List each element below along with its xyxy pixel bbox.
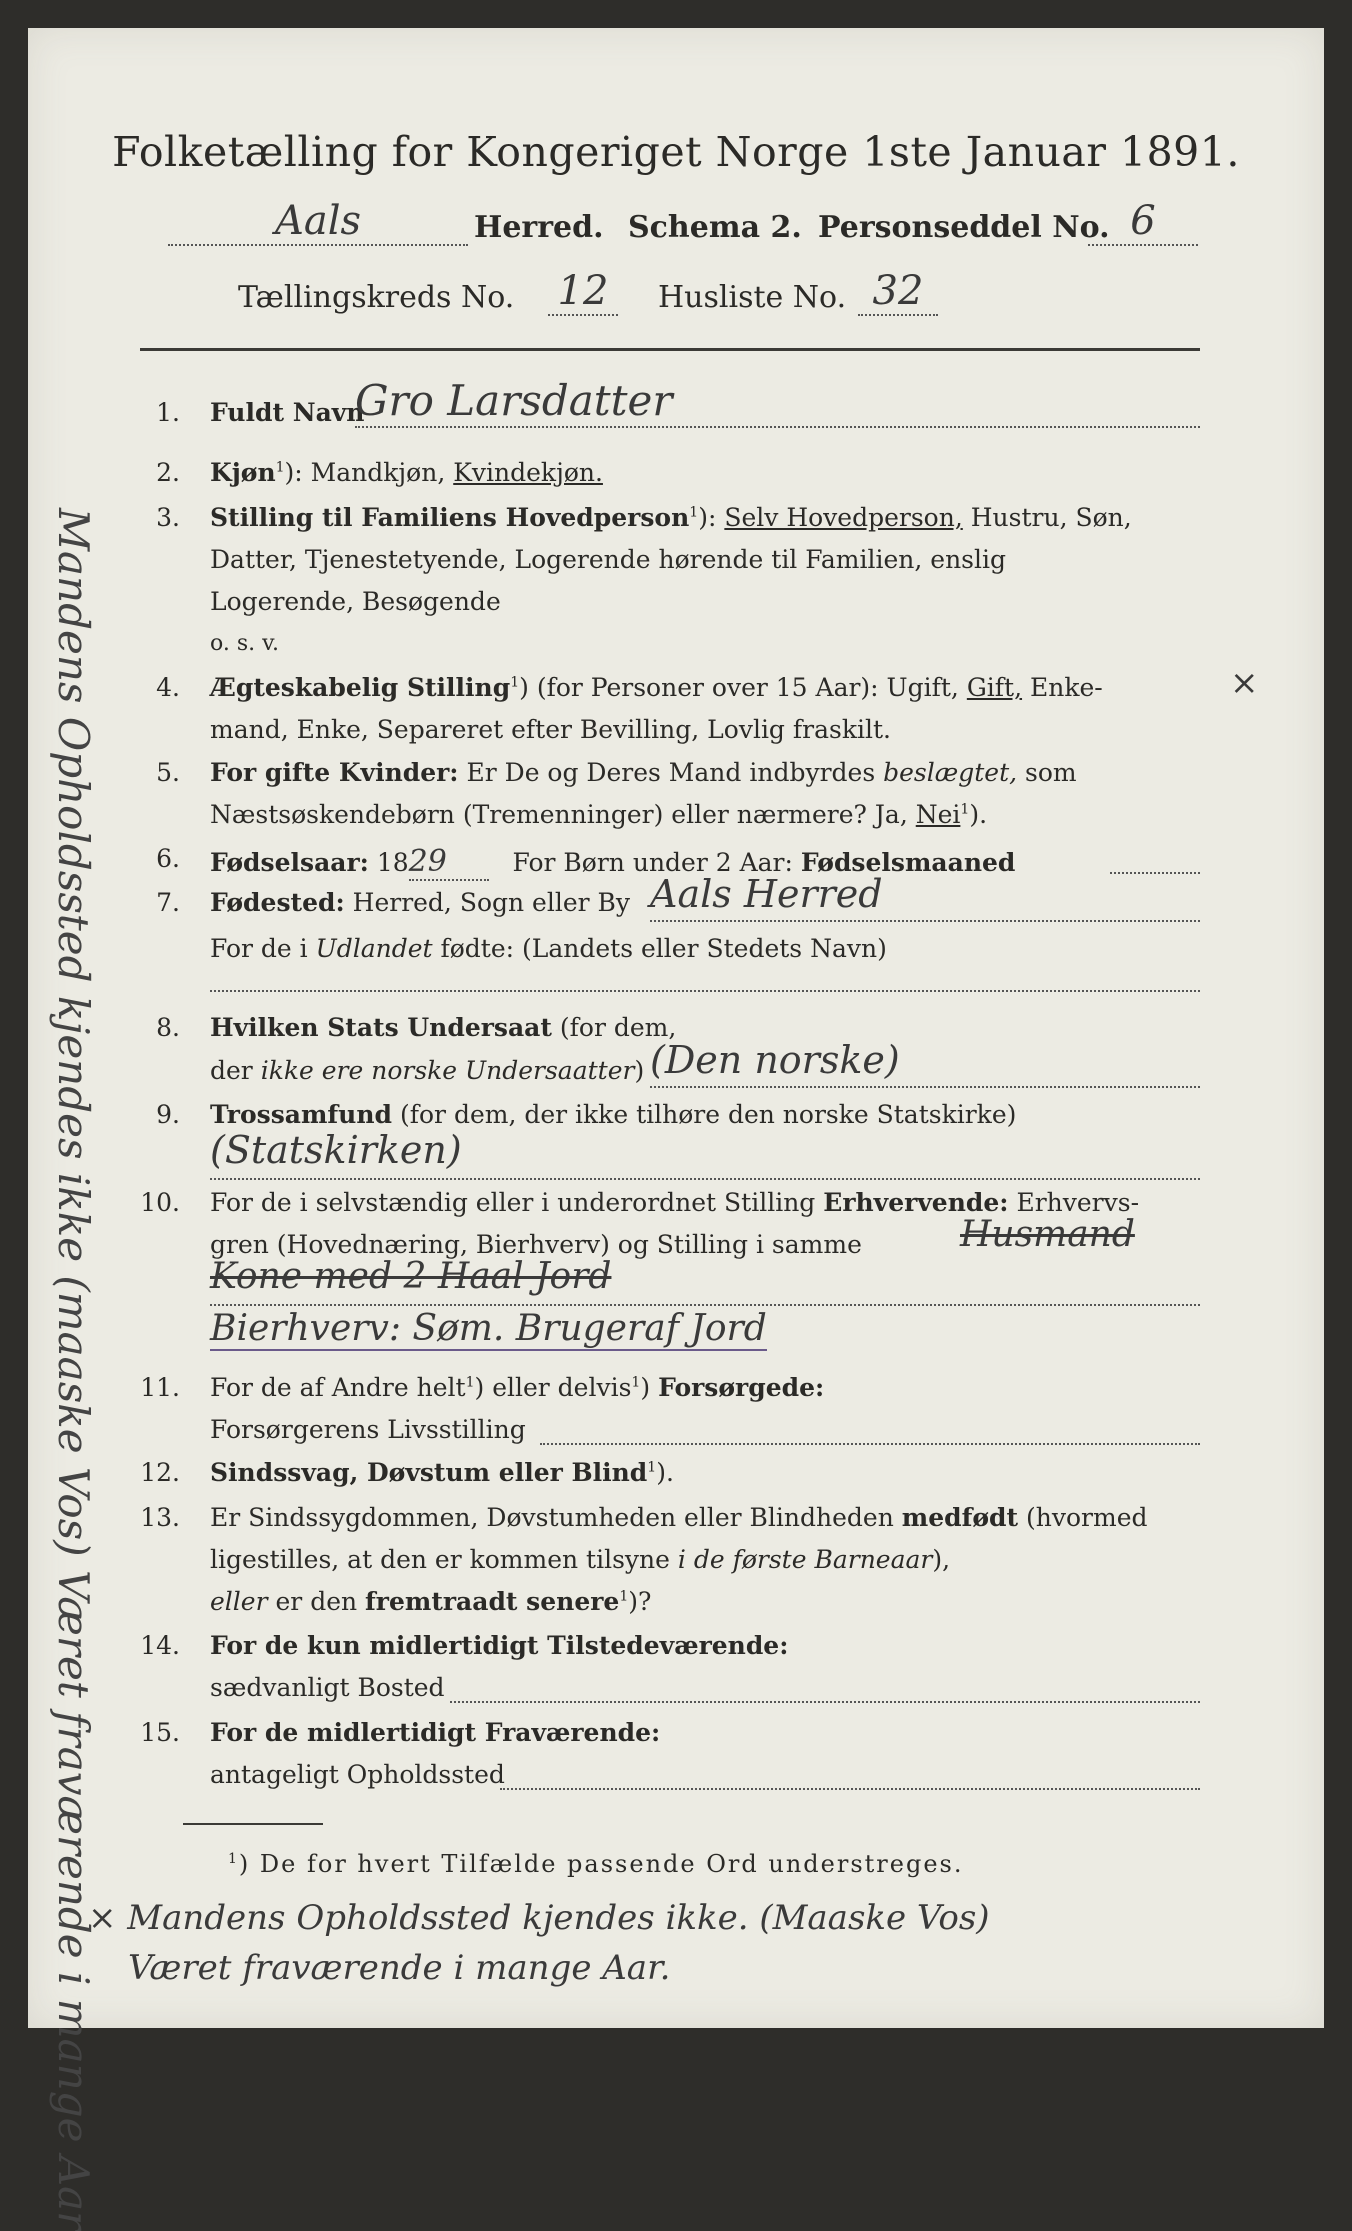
birthplace-value: Aals Herred	[650, 872, 1200, 922]
header-rule	[140, 348, 1200, 351]
field-3-line2: Datter, Tjenestetyende, Logerende hørende til Familien, enslig	[210, 545, 1007, 574]
personseddel-value: 6	[1088, 198, 1198, 246]
herred-value: Aals	[168, 198, 468, 246]
selected-stilling: Selv Hovedperson,	[724, 503, 963, 532]
handwritten-note-line2: Været fraværende i mange Aar.	[128, 1948, 671, 1988]
census-form: Folketælling for Kongeriget Norge 1ste Januar 1891. Aals Herred. Schema 2. Personseddel No. 6 Tællingskreds No. 12 Husliste No. 32 Mandens Opholdssted kjendes ikke (maaske Vos) Været fraværende i mange Aar 1. Fuldt Navn Gro Larsdatter 2. Kjøn$^1$): Mandkjøn, Kvindekjøn. 3. Stilling til Familiens Hovedperson$^1$): Selv Hovedperson, Hustru, Søn, Datter, Tjenestetyende, Logerende hørende til Familien, enslig Logerende, Besøgende o. s. v. 4. Ægteskabelig Stilling$^1$) (for Personer over 15 Aar): Ugift, Gift, Enke- × mand, Enke, Separeret efter Bevilling, Lovlig fraskilt. 5. For gifte Kvinder: Er De og Deres Mand indbyrdes beslægtet, som Næstsøskendebørn (Tremenninger) eller nærmere? Ja, Nei$^1$). 6. Fødselsaar: 1829 For Børn under 2 Aar: Fødselsmaaned 7. Fødested: Herred, Sogn eller By Aals Herred For de i Udlandet fødte: (Landets eller Stedets Navn) 8. Hvilken Stats Undersaat (for dem, der ikke ere norske Undersaatter) (Den norske) 9. Trossamfund (for dem, der ikke tilhøre den norske Statskirke) (Statskirken) 10. For de i selvstændig eller i underordnet Stilling Erhvervende: Erhvervs- gren (Hovednæring, Bierhverv) og Stilling i samme Husmand Kone med 2 Haal Jord Bierhverv: Søm. Brugeraf Jord 11. For de af Andre helt$^1$) eller delvis$^1$) Forsørgede: Forsørgerens Livsstilling 12. Sindssvag, Døvstum eller Blind$^1$). 13. Er Sindssygdommen, Døvstumheden eller Blindheden medfødt (hvormed ligestilles, at den er kommen tilsyne i de første Barneaar), eller er den fremtraadt senere$^1$)? 14. For de kun midlertidigt Tilstedeværende: sædvanligt Bosted 15. For de midlertidigt Fraværende: antageligt Opholdssted $^1$) De for hvert Tilfælde passende Ord understreges. × Mandens Opholdssted kjendes ikke. (Maaske Vos) Været fraværende i mange Aar.	[28, 28, 1324, 2028]
occupation-line2-struck: Kone med 2 Haal Jord	[210, 1256, 1200, 1306]
handwritten-note-line1: × Mandens Opholdssted kjendes ikke. (Maaske Vos)	[88, 1898, 990, 1938]
birth-year-value: 29	[409, 844, 489, 881]
field-7-line2: For de i Udlandet fødte: (Landets eller Stedets Navn)	[210, 934, 887, 963]
personseddel-label: Personseddel No.	[818, 210, 1110, 245]
nationality-value: (Den norske)	[650, 1038, 1200, 1088]
full-name-value: Gro Larsdatter	[355, 376, 1200, 428]
religion-value: (Statskirken)	[210, 1128, 1200, 1180]
form-title: Folketælling for Kongeriget Norge 1ste Januar 1891.	[112, 128, 1240, 176]
kreds-value: 12	[548, 268, 618, 316]
field-13-line2: ligestilles, at den er kommen tilsyne i de første Barneaar),	[210, 1545, 951, 1574]
cross-mark: ×	[1230, 663, 1259, 703]
schema-label: Schema 2.	[628, 210, 802, 245]
field-5-line2: Næstsøskendebørn (Tremenninger) eller nærmere? Ja, Nei$^1$).	[210, 800, 988, 829]
field-14-line2: sædvanligt Bosted	[210, 1673, 1200, 1702]
margin-note: Mandens Opholdssted kjendes ikke (maaske Vos) Været fraværende i mange Aar	[49, 508, 98, 2231]
herred-line	[138, 198, 1198, 248]
field-10-line2: gren (Hovednæring, Bierhverv) og Stilling i samme Husmand	[210, 1214, 1135, 1259]
footnote: $^1$) De for hvert Tilfælde passende Ord understreges.	[228, 1850, 964, 1878]
kreds-label: Tællingskreds No.	[238, 280, 515, 315]
field-4-line2: mand, Enke, Separeret efter Bevilling, Lovlig fraskilt.	[210, 715, 891, 744]
footnote-rule	[183, 1823, 323, 1825]
herred-label: Herred.	[474, 210, 604, 245]
field-1-label: Fuldt Navn	[210, 398, 365, 427]
selected-gift: Gift,	[966, 673, 1023, 702]
occupation-value-struck: Husmand	[960, 1214, 1135, 1255]
husliste-value: 32	[858, 268, 938, 316]
field-8-line2: der ikke ere norske Undersaatter) (Den norske)	[210, 1056, 1200, 1085]
selected-kjon: Kvindekjøn.	[453, 458, 603, 487]
kreds-line	[138, 268, 1198, 318]
field-3-line3: Logerende, Besøgende	[210, 587, 501, 616]
field-3-line4: o. s. v.	[210, 631, 279, 656]
husliste-label: Husliste No.	[658, 280, 847, 315]
occupation-value: Bierhverv: Søm. Brugeraf Jord	[210, 1308, 767, 1349]
field-11-line2: Forsørgerens Livsstilling	[210, 1415, 1200, 1444]
field-13-line3: eller er den fremtraadt senere$^1$)?	[210, 1587, 652, 1616]
field-15-line2: antageligt Opholdssted	[210, 1760, 1200, 1789]
